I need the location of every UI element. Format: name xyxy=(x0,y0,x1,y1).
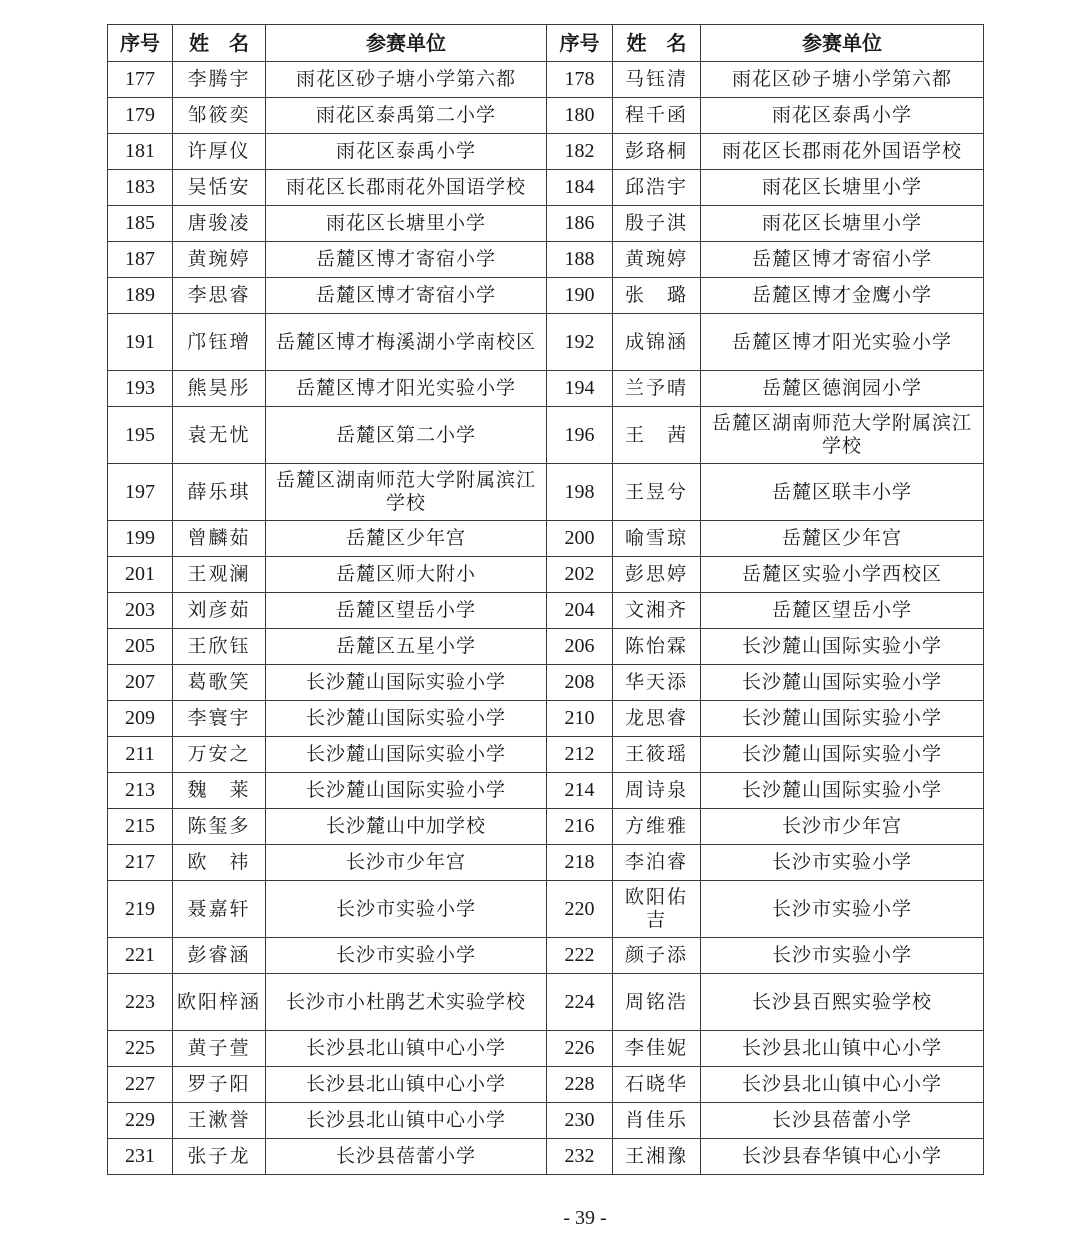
cell-unit: 雨花区砂子塘小学第六都 xyxy=(701,62,984,98)
cell-no: 219 xyxy=(108,881,173,938)
cell-unit: 长沙麓山国际实验小学 xyxy=(701,665,984,701)
cell-name: 彭思婷 xyxy=(613,557,701,593)
cell-name: 王湘豫 xyxy=(613,1139,701,1175)
cell-unit: 岳麓区德润园小学 xyxy=(701,371,984,407)
cell-unit: 长沙市实验小学 xyxy=(266,881,547,938)
cell-name: 马钰清 xyxy=(613,62,701,98)
cell-no: 227 xyxy=(108,1067,173,1103)
cell-unit: 雨花区长塘里小学 xyxy=(266,206,547,242)
cell-name: 薛乐琪 xyxy=(173,464,266,521)
cell-name: 黄子萱 xyxy=(173,1031,266,1067)
cell-unit: 长沙市小杜鹃艺术实验学校 xyxy=(266,974,547,1031)
cell-unit: 岳麓区博才寄宿小学 xyxy=(701,242,984,278)
cell-name: 王昱兮 xyxy=(613,464,701,521)
table-row xyxy=(108,407,984,464)
cell-unit: 长沙县春华镇中心小学 xyxy=(701,1139,984,1175)
cell-unit: 岳麓区博才金鹰小学 xyxy=(701,278,984,314)
table-row xyxy=(108,845,984,881)
cell-no: 223 xyxy=(108,974,173,1031)
cell-no: 204 xyxy=(547,593,613,629)
header-unit: 参赛单位 xyxy=(266,25,547,62)
cell-no: 178 xyxy=(547,62,613,98)
table-row xyxy=(108,521,984,557)
cell-unit: 长沙麓山国际实验小学 xyxy=(701,701,984,737)
cell-no: 200 xyxy=(547,521,613,557)
cell-unit: 岳麓区师大附小 xyxy=(266,557,547,593)
table-row xyxy=(108,1139,984,1175)
cell-no: 207 xyxy=(108,665,173,701)
cell-no: 194 xyxy=(547,371,613,407)
cell-no: 188 xyxy=(547,242,613,278)
cell-no: 231 xyxy=(108,1139,173,1175)
table-row xyxy=(108,773,984,809)
cell-name: 成锦涵 xyxy=(613,314,701,371)
cell-unit: 雨花区长郡雨花外国语学校 xyxy=(266,170,547,206)
cell-name: 陈玺多 xyxy=(173,809,266,845)
cell-no: 186 xyxy=(547,206,613,242)
cell-name: 罗子阳 xyxy=(173,1067,266,1103)
cell-name: 魏 莱 xyxy=(173,773,266,809)
cell-no: 195 xyxy=(108,407,173,464)
cell-unit: 岳麓区博才阳光实验小学 xyxy=(701,314,984,371)
cell-name: 欧阳梓涵 xyxy=(173,974,266,1031)
cell-unit: 长沙麓山国际实验小学 xyxy=(266,701,547,737)
cell-name: 邝钰璔 xyxy=(173,314,266,371)
cell-unit: 岳麓区望岳小学 xyxy=(266,593,547,629)
cell-no: 211 xyxy=(108,737,173,773)
table-row xyxy=(108,629,984,665)
cell-unit: 长沙麓山中加学校 xyxy=(266,809,547,845)
cell-name: 欧阳佑吉 xyxy=(613,881,701,938)
cell-unit: 长沙县北山镇中心小学 xyxy=(266,1103,547,1139)
cell-no: 224 xyxy=(547,974,613,1031)
cell-no: 189 xyxy=(108,278,173,314)
page-number: - 39 - xyxy=(563,1207,607,1229)
cell-name: 王漱誉 xyxy=(173,1103,266,1139)
cell-unit: 长沙麓山国际实验小学 xyxy=(266,773,547,809)
table-row xyxy=(108,809,984,845)
cell-name: 石晓华 xyxy=(613,1067,701,1103)
cell-name: 王 茜 xyxy=(613,407,701,464)
cell-no: 215 xyxy=(108,809,173,845)
cell-unit: 长沙县蓓蕾小学 xyxy=(266,1139,547,1175)
cell-name: 许厚仪 xyxy=(173,134,266,170)
cell-name: 华天添 xyxy=(613,665,701,701)
cell-no: 229 xyxy=(108,1103,173,1139)
cell-name: 万安之 xyxy=(173,737,266,773)
cell-no: 208 xyxy=(547,665,613,701)
cell-no: 196 xyxy=(547,407,613,464)
table-row xyxy=(108,242,984,278)
cell-name: 张子龙 xyxy=(173,1139,266,1175)
cell-name: 肖佳乐 xyxy=(613,1103,701,1139)
cell-no: 232 xyxy=(547,1139,613,1175)
cell-no: 177 xyxy=(108,62,173,98)
cell-name: 李寰宇 xyxy=(173,701,266,737)
cell-unit: 长沙县北山镇中心小学 xyxy=(266,1031,547,1067)
cell-no: 222 xyxy=(547,938,613,974)
cell-no: 212 xyxy=(547,737,613,773)
cell-no: 220 xyxy=(547,881,613,938)
cell-unit: 长沙市实验小学 xyxy=(701,881,984,938)
cell-name: 李腾宇 xyxy=(173,62,266,98)
cell-unit: 雨花区长塘里小学 xyxy=(701,170,984,206)
cell-name: 欧 祎 xyxy=(173,845,266,881)
table-row xyxy=(108,278,984,314)
table-row xyxy=(108,98,984,134)
cell-name: 颜子添 xyxy=(613,938,701,974)
cell-unit: 岳麓区少年宫 xyxy=(701,521,984,557)
cell-no: 205 xyxy=(108,629,173,665)
cell-unit: 雨花区长塘里小学 xyxy=(701,206,984,242)
table-row xyxy=(108,1031,984,1067)
cell-unit: 雨花区泰禹第二小学 xyxy=(266,98,547,134)
cell-unit: 长沙市实验小学 xyxy=(266,938,547,974)
cell-name: 曾麟茹 xyxy=(173,521,266,557)
header-row xyxy=(108,25,984,62)
cell-no: 213 xyxy=(108,773,173,809)
table-row xyxy=(108,371,984,407)
cell-name: 李佳妮 xyxy=(613,1031,701,1067)
cell-name: 邹筱奕 xyxy=(173,98,266,134)
cell-name: 彭睿涵 xyxy=(173,938,266,974)
table-row xyxy=(108,62,984,98)
header-no: 序号 xyxy=(108,25,173,62)
cell-no: 190 xyxy=(547,278,613,314)
cell-no: 203 xyxy=(108,593,173,629)
cell-unit: 岳麓区博才梅溪湖小学南校区 xyxy=(266,314,547,371)
table-row xyxy=(108,593,984,629)
header-unit: 参赛单位 xyxy=(701,25,984,62)
cell-unit: 岳麓区博才寄宿小学 xyxy=(266,242,547,278)
cell-name: 黄琬婷 xyxy=(173,242,266,278)
table-row xyxy=(108,1067,984,1103)
cell-name: 王观澜 xyxy=(173,557,266,593)
cell-unit: 雨花区泰禹小学 xyxy=(266,134,547,170)
cell-name: 张 璐 xyxy=(613,278,701,314)
cell-no: 230 xyxy=(547,1103,613,1139)
cell-name: 刘彦茹 xyxy=(173,593,266,629)
cell-name: 陈怡霖 xyxy=(613,629,701,665)
cell-no: 201 xyxy=(108,557,173,593)
participants-table xyxy=(107,24,984,1175)
cell-no: 179 xyxy=(108,98,173,134)
table-row xyxy=(108,1103,984,1139)
header-name: 姓 名 xyxy=(613,25,701,62)
table-row xyxy=(108,701,984,737)
cell-no: 193 xyxy=(108,371,173,407)
cell-name: 喻雪琼 xyxy=(613,521,701,557)
cell-name: 文湘齐 xyxy=(613,593,701,629)
cell-no: 217 xyxy=(108,845,173,881)
cell-no: 218 xyxy=(547,845,613,881)
cell-name: 吴恬安 xyxy=(173,170,266,206)
table-row xyxy=(108,170,984,206)
cell-no: 228 xyxy=(547,1067,613,1103)
cell-no: 191 xyxy=(108,314,173,371)
cell-name: 李思睿 xyxy=(173,278,266,314)
cell-no: 180 xyxy=(547,98,613,134)
cell-name: 殷子淇 xyxy=(613,206,701,242)
cell-name: 程千函 xyxy=(613,98,701,134)
cell-unit: 长沙市实验小学 xyxy=(701,845,984,881)
cell-no: 192 xyxy=(547,314,613,371)
table-row xyxy=(108,665,984,701)
header-no: 序号 xyxy=(547,25,613,62)
cell-name: 周诗泉 xyxy=(613,773,701,809)
cell-name: 邱浩宇 xyxy=(613,170,701,206)
cell-no: 226 xyxy=(547,1031,613,1067)
cell-name: 王筱瑶 xyxy=(613,737,701,773)
cell-unit: 岳麓区第二小学 xyxy=(266,407,547,464)
cell-no: 206 xyxy=(547,629,613,665)
cell-unit: 岳麓区湖南师范大学附属滨江学校 xyxy=(266,464,547,521)
table-row xyxy=(108,938,984,974)
cell-unit: 雨花区长郡雨花外国语学校 xyxy=(701,134,984,170)
table-row xyxy=(108,557,984,593)
cell-name: 周铭浩 xyxy=(613,974,701,1031)
header-name: 姓 名 xyxy=(173,25,266,62)
cell-no: 183 xyxy=(108,170,173,206)
cell-unit: 岳麓区实验小学西校区 xyxy=(701,557,984,593)
table-row xyxy=(108,464,984,521)
cell-unit: 长沙县北山镇中心小学 xyxy=(701,1067,984,1103)
cell-unit: 长沙市少年宫 xyxy=(701,809,984,845)
cell-name: 方维雅 xyxy=(613,809,701,845)
cell-unit: 长沙麓山国际实验小学 xyxy=(701,773,984,809)
cell-unit: 岳麓区联丰小学 xyxy=(701,464,984,521)
cell-unit: 岳麓区少年宫 xyxy=(266,521,547,557)
cell-unit: 长沙麓山国际实验小学 xyxy=(701,629,984,665)
cell-name: 黄琬婷 xyxy=(613,242,701,278)
cell-name: 彭珞桐 xyxy=(613,134,701,170)
table-row xyxy=(108,737,984,773)
cell-unit: 长沙麓山国际实验小学 xyxy=(266,737,547,773)
cell-no: 210 xyxy=(547,701,613,737)
cell-no: 185 xyxy=(108,206,173,242)
cell-unit: 长沙县北山镇中心小学 xyxy=(701,1031,984,1067)
cell-unit: 长沙麓山国际实验小学 xyxy=(701,737,984,773)
cell-name: 熊昊彤 xyxy=(173,371,266,407)
cell-no: 225 xyxy=(108,1031,173,1067)
table-row xyxy=(108,134,984,170)
cell-no: 187 xyxy=(108,242,173,278)
cell-unit: 长沙麓山国际实验小学 xyxy=(266,665,547,701)
cell-unit: 岳麓区湖南师范大学附属滨江学校 xyxy=(701,407,984,464)
cell-unit: 雨花区砂子塘小学第六都 xyxy=(266,62,547,98)
cell-no: 184 xyxy=(547,170,613,206)
cell-unit: 长沙县百熙实验学校 xyxy=(701,974,984,1031)
cell-unit: 岳麓区五星小学 xyxy=(266,629,547,665)
table-row xyxy=(108,206,984,242)
cell-no: 202 xyxy=(547,557,613,593)
cell-unit: 长沙县蓓蕾小学 xyxy=(701,1103,984,1139)
cell-name: 李泊睿 xyxy=(613,845,701,881)
cell-no: 199 xyxy=(108,521,173,557)
cell-name: 葛歌笑 xyxy=(173,665,266,701)
cell-no: 216 xyxy=(547,809,613,845)
cell-unit: 岳麓区博才寄宿小学 xyxy=(266,278,547,314)
cell-name: 聂嘉轩 xyxy=(173,881,266,938)
cell-name: 兰予晴 xyxy=(613,371,701,407)
cell-no: 221 xyxy=(108,938,173,974)
cell-unit: 雨花区泰禹小学 xyxy=(701,98,984,134)
cell-no: 209 xyxy=(108,701,173,737)
table-row xyxy=(108,314,984,371)
cell-name: 王欣钰 xyxy=(173,629,266,665)
table-row xyxy=(108,881,984,938)
cell-no: 197 xyxy=(108,464,173,521)
cell-unit: 岳麓区博才阳光实验小学 xyxy=(266,371,547,407)
cell-name: 唐骏凌 xyxy=(173,206,266,242)
cell-unit: 长沙市少年宫 xyxy=(266,845,547,881)
cell-no: 182 xyxy=(547,134,613,170)
cell-unit: 长沙县北山镇中心小学 xyxy=(266,1067,547,1103)
cell-no: 181 xyxy=(108,134,173,170)
cell-unit: 岳麓区望岳小学 xyxy=(701,593,984,629)
cell-no: 198 xyxy=(547,464,613,521)
cell-no: 214 xyxy=(547,773,613,809)
cell-unit: 长沙市实验小学 xyxy=(701,938,984,974)
cell-name: 龙思睿 xyxy=(613,701,701,737)
cell-name: 袁无忧 xyxy=(173,407,266,464)
table-row xyxy=(108,974,984,1031)
